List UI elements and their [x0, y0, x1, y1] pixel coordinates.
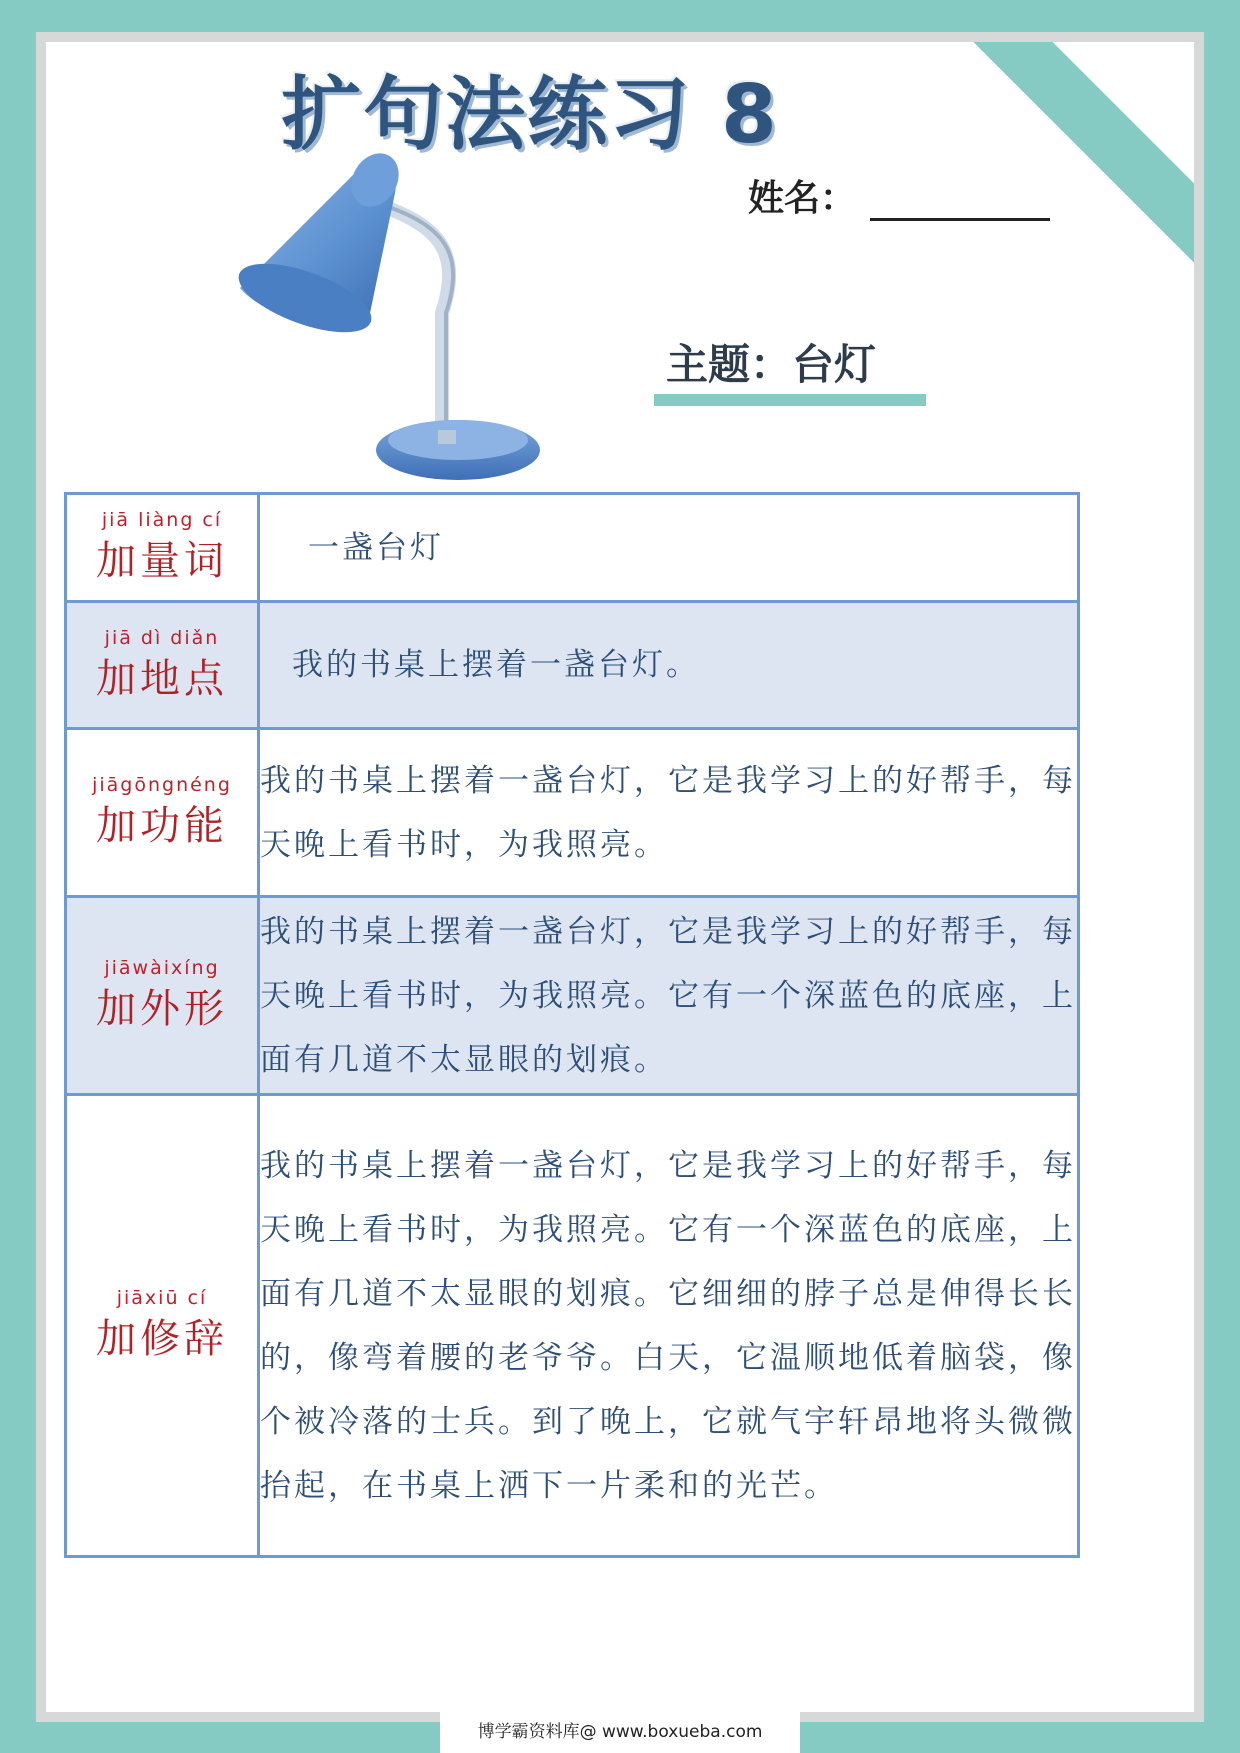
row-label-text: 加地点: [96, 655, 228, 702]
row-label-text: 加修辞: [96, 1316, 228, 1362]
pinyin: jiā liàng cí: [101, 509, 223, 531]
theme-heading: 主题：台灯: [666, 340, 877, 389]
row-label: [66, 897, 259, 1095]
table-row: [66, 1095, 1079, 1557]
row-label: [66, 494, 259, 602]
row-label: [66, 1095, 259, 1557]
name-field: [748, 170, 1050, 221]
sentence-expansion-table: [64, 492, 1080, 1558]
table-row: [66, 897, 1079, 1095]
row-sentence: 我的书桌上摆着一盏台灯，它是我学习上的好帮手，每天晚上看书时，为我照亮。: [259, 729, 1079, 897]
name-blank[interactable]: [870, 182, 1050, 221]
table-row: [66, 729, 1079, 897]
table-row: [66, 494, 1079, 602]
row-sentence: 我的书桌上摆着一盏台灯，它是我学习上的好帮手，每天晚上看书时，为我照亮。它有一个深蓝色的底座，上面有几道不太显眼的划痕。它细细的脖子总是伸得长长的，像弯着腰的老爷爷。白天，它温顺地低着脑袋，像个被冷落的士兵。到了晚上，它就气宇轩昂地将头微微抬起，在书桌上洒下一片柔和的光芒。: [259, 1095, 1079, 1557]
pinyin: jiā dì diǎn: [104, 626, 220, 649]
footer-watermark: 博学霸资料库@ www.boxueba.com: [440, 1712, 800, 1753]
row-sentence: 我的书桌上摆着一盏台灯。: [259, 602, 1079, 729]
theme-underline: [654, 394, 926, 406]
pinyin: jiāwàixíng: [104, 957, 220, 979]
table-row: [66, 602, 1079, 729]
row-sentence: 我的书桌上摆着一盏台灯，它是我学习上的好帮手，每天晚上看书时，为我照亮。它有一个深蓝色的底座，上面有几道不太显眼的划痕。: [259, 897, 1079, 1095]
name-label: 姓名：: [748, 178, 857, 219]
page-title: 扩句法练习 8: [281, 68, 779, 161]
row-label: [66, 729, 259, 897]
row-sentence: 一盏台灯: [259, 494, 1079, 602]
pinyin: jiāgōngnéng: [92, 774, 232, 796]
desk-lamp-illustration: [210, 138, 580, 498]
row-label-text: 加量词: [96, 538, 228, 584]
row-label: [66, 602, 259, 729]
pinyin: jiāxiū cí: [116, 1287, 208, 1309]
lamp-neck: [382, 206, 449, 450]
row-label-text: 加功能: [96, 803, 228, 849]
row-label-text: 加外形: [96, 986, 228, 1032]
